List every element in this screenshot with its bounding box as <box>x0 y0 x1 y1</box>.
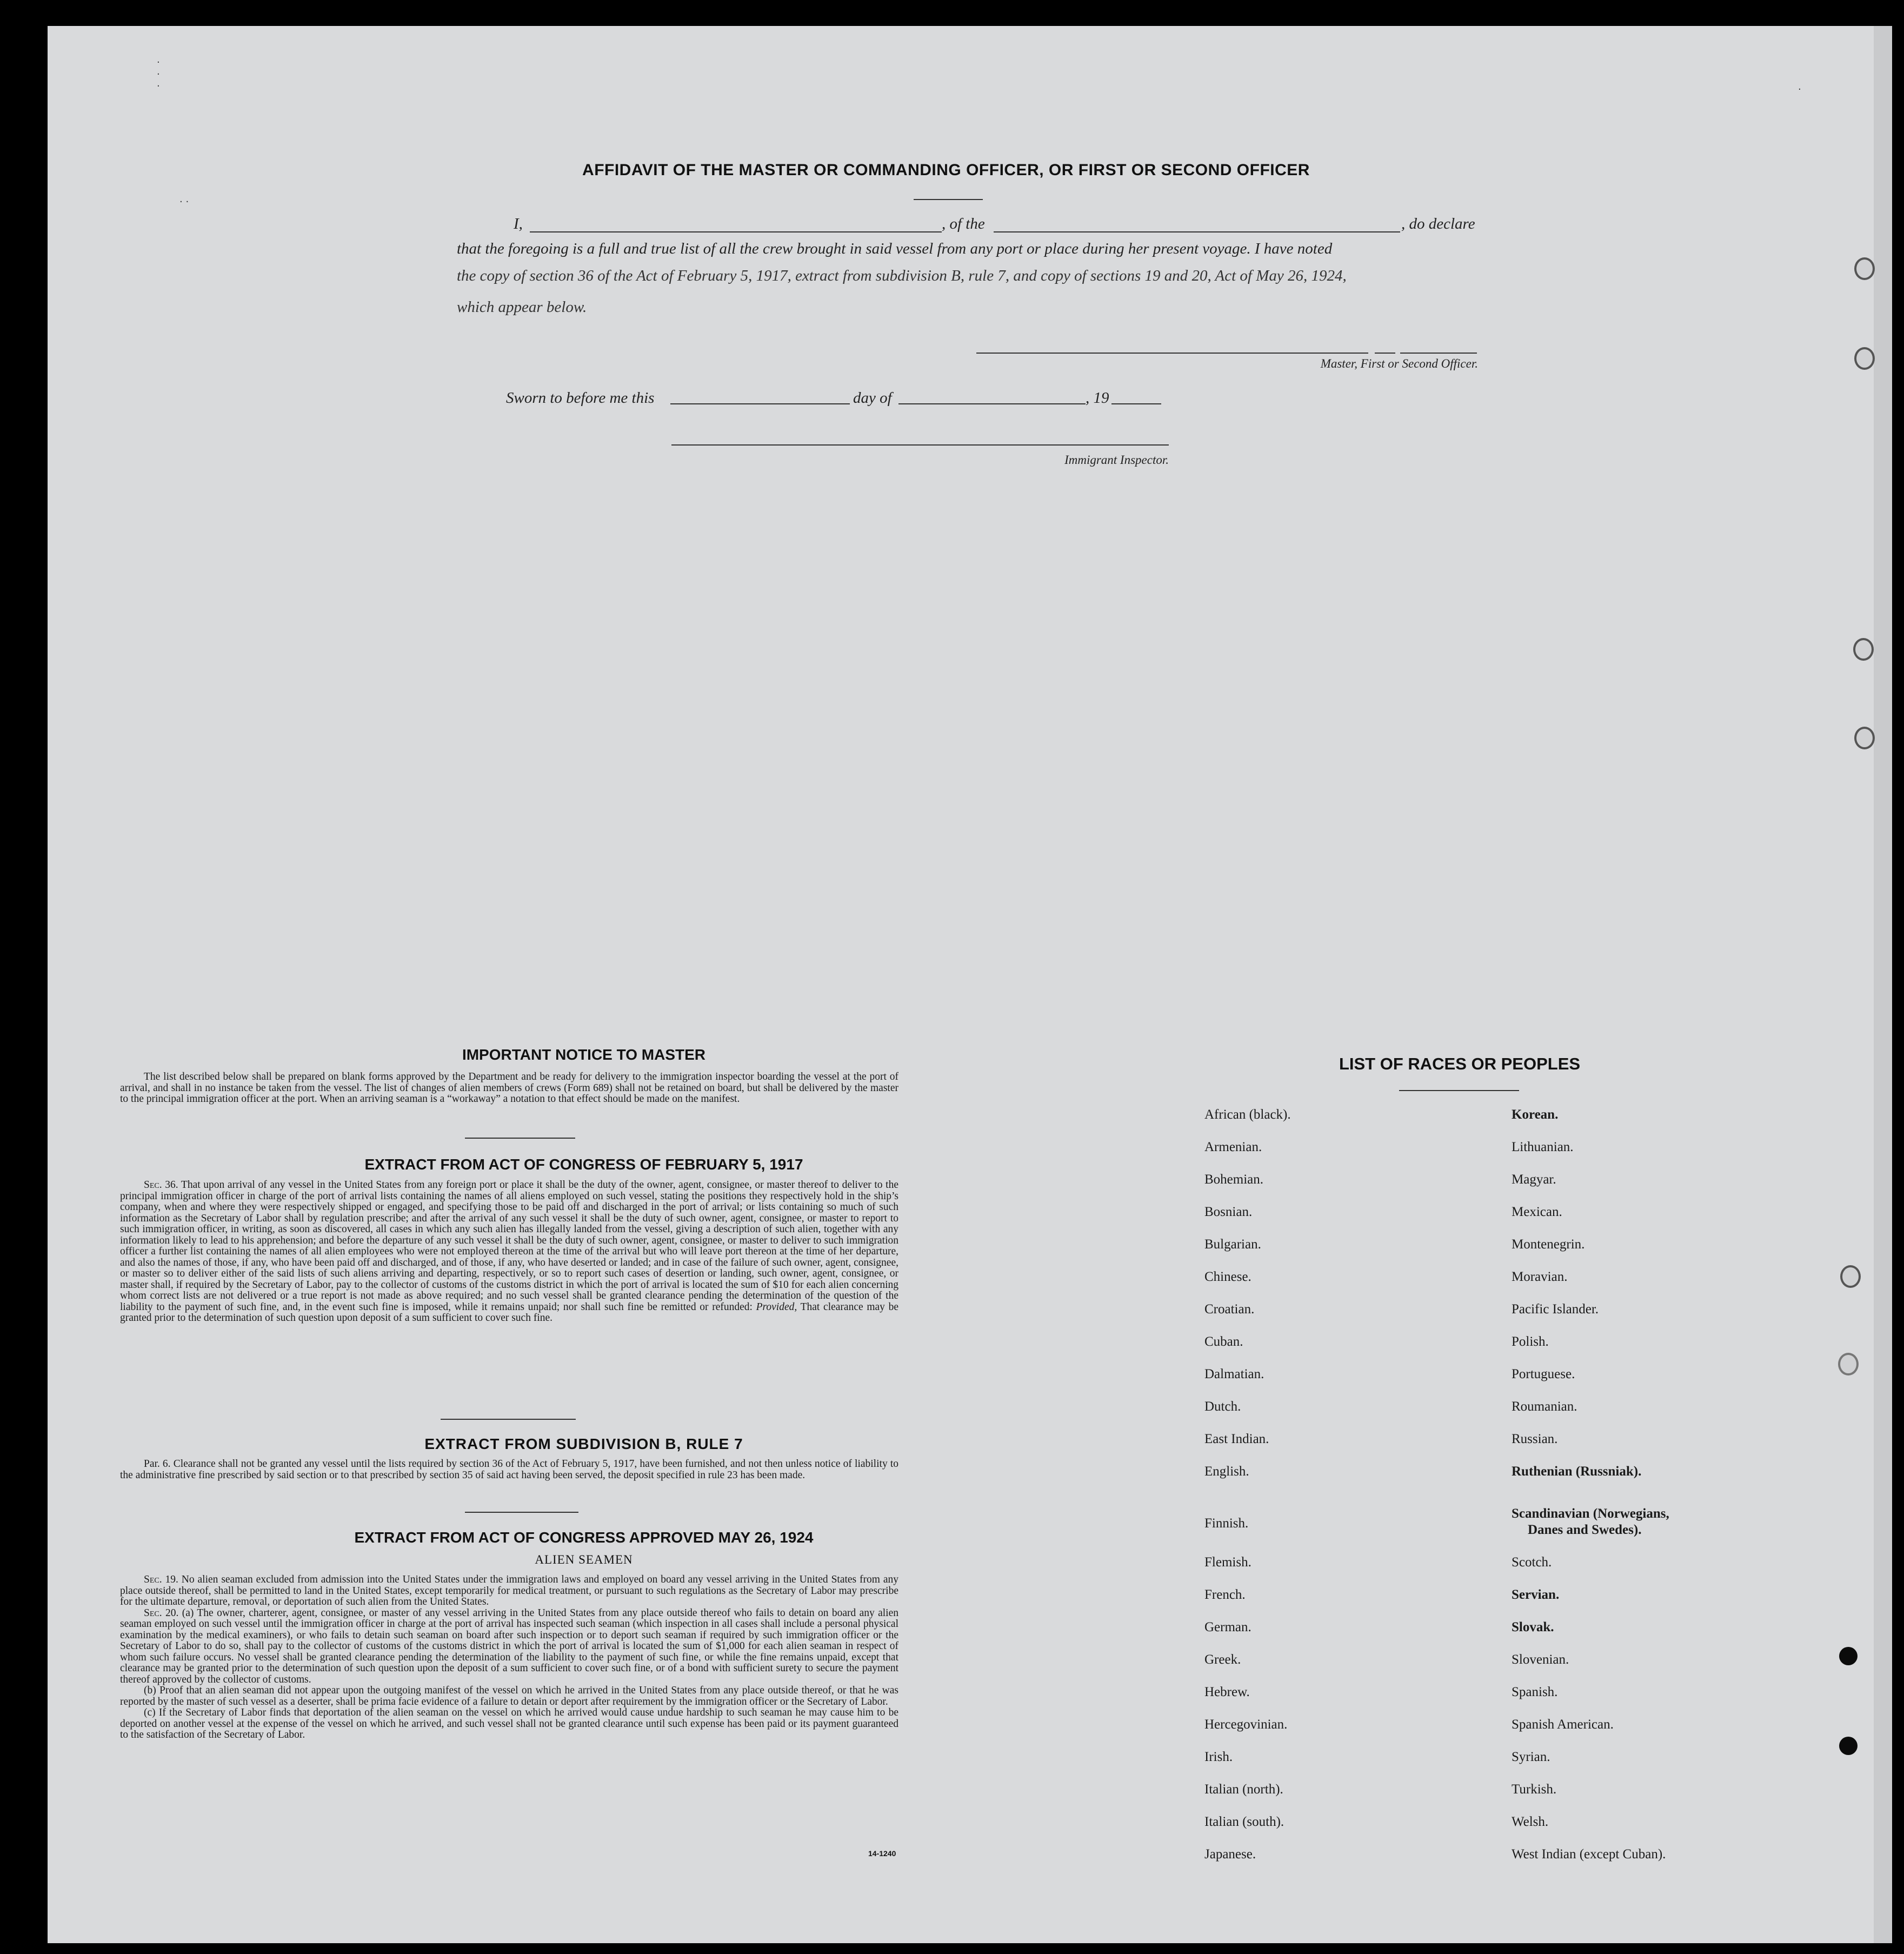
binder-dot <box>1839 1737 1858 1755</box>
month-blank <box>898 403 1086 404</box>
sec-20a-text: (a) The owner, charterer, agent, consignee, or master of any vessel arriving in the United States from any place outside thereof who fails to detain on board any alien seaman employed on such vessel until the immigration officer in charge at the port of arrival has inspected such seaman (which inspection in all cases shall include a personal physical examination by the medical examiners), or who fails to detain such seaman on board after such inspection or to deport such seaman if required by such immigration officer or the Secretary of Labor to do so, shall pay to the collector of customs of the customs district in which the port of arrival is located the sum of $1,000 for each alien seaman in respect of whom such failure occurs. No vessel shall be granted clearance pending the determination of the liability to the payment of such fine, or while the fine remains unpaid, except that clearance may be granted prior to the determination of such question upon the deposit of a sum sufficient to cover such fine, or of a bond with sufficient surety to secure the payment thereof approved by the collector of customs. <box>120 1607 899 1685</box>
race-item: Slovak. <box>1512 1620 1554 1634</box>
punch-hole <box>1854 257 1875 280</box>
race-item: Montenegrin. <box>1512 1237 1585 1252</box>
race-item: Ruthenian (Russniak). <box>1512 1464 1642 1479</box>
signature-label: Master, First or Second Officer. <box>1320 357 1478 370</box>
race-item: Dalmatian. <box>1204 1367 1264 1381</box>
affidavit-title: AFFIDAVIT OF THE MASTER OR COMMANDING OFFICER, OR FIRST OR SECOND OFFICER <box>582 161 1310 179</box>
sec-20b-text: (b) Proof that an alien seaman did not appear upon the outgoing manifest of the vessel on which he arrived in the United States from any place outside thereof, or that he was reported by the master of such vessel as a deserter, shall be prima facie evidence of a failure to detain or deport after requirement by the immigration officer or the Secretary of Labor. <box>120 1685 898 1707</box>
race-item: Armenian. <box>1204 1140 1262 1154</box>
subdivision-text <box>120 1459 898 1481</box>
race-item: Pacific Islander. <box>1512 1302 1599 1317</box>
race-item: Chinese. <box>1204 1270 1251 1284</box>
affidavit-line-4: which appear below. <box>457 298 587 316</box>
sec-36-label: Sec. 36. <box>144 1179 178 1191</box>
day-blank <box>670 403 850 404</box>
name-blank <box>530 231 942 232</box>
extract-1924-text <box>120 1574 898 1741</box>
margin-marks: . . . <box>157 54 160 89</box>
notice-paragraph: The list described below shall be prepared on blank forms approved by the Department and be ready for delivery to the immigration inspector boarding the vessel at the port of arrival, and shall in no instance be taken from the vessel. The list of changes of alien members of crews (Form 689) shall not be retained on board, but shall be delivered by the master to the principal immigration officer at the port. When an arriving seaman is a “workaway” a notation to that effect should be made on the manifest. <box>120 1071 898 1105</box>
alien-seamen-subtitle: ALIEN SEAMEN <box>535 1553 633 1566</box>
sworn-year: , 19 <box>1086 389 1109 407</box>
inspector-label: Immigrant Inspector. <box>1064 453 1169 467</box>
affidavit-line-2: that the foregoing is a full and true list of all the crew brought in said vessel from any port or place during her present voyage. I have noted <box>457 240 1333 257</box>
sec-19-label: Sec. 19. <box>144 1574 178 1585</box>
form-code: 14-1240 <box>868 1849 896 1858</box>
margin-mark: . . <box>179 194 189 205</box>
race-item: Bohemian. <box>1204 1172 1264 1187</box>
races-divider <box>1399 1090 1519 1091</box>
subdivision-divider <box>465 1512 578 1513</box>
race-item: Mexican. <box>1512 1205 1562 1219</box>
race-item: Korean. <box>1512 1107 1559 1122</box>
race-item: Cuban. <box>1204 1334 1243 1349</box>
race-item: Scandinavian (Norwegians, <box>1512 1506 1669 1521</box>
punch-hole <box>1838 1353 1859 1375</box>
margin-mark: . <box>1798 81 1801 92</box>
extract-1917-title: EXTRACT FROM ACT OF CONGRESS OF FEBRUARY 5, 1917 <box>364 1156 803 1173</box>
race-item: Welsh. <box>1512 1815 1549 1829</box>
punch-hole <box>1840 1265 1861 1288</box>
race-item: African (black). <box>1204 1107 1291 1122</box>
race-item: Italian (north). <box>1204 1782 1283 1797</box>
sheet-edge <box>1874 26 1892 1943</box>
sec-36-text: That upon arrival of any vessel in the United States from any foreign port or place it shall be the duty of the owner, agent, consignee, or master thereof to deliver to the principal immigration officer in charge of the port of arrival lists containing the names of all aliens employed on such vessel, stating the positions they respectively hold in the ship’s company, when and where they were respectively shipped or engaged, and specifying those to be paid off and discharged in the port of arrival; or lists containing so much of such information as the Secretary of Labor shall by regulation prescribe; and after the arrival of any such vessel it shall be the duty of such owner, agent, consignee, or master to report to such immigration officer, in writing, as soon as discovered, all cases in which any such alien has illegally landed from the vessel, giving a description of such alien, together with any information likely to lead to his apprehension; and before the departure of any such vessel it shall be the duty of such owner, agent, consignee, or master to deliver to such immigration officer a further list containing the names of all alien employees who were not employed thereon at the time of the arrival but who will leave port thereon at the time of her departure, and also the names of those, if any, who have been paid off and discharged, and of those, if any, who have deserted or landed; and in case of the failure of such owner, agent, consignee, or master so to deliver either of the said lists of such aliens arriving and departing, respectively, or so to report such cases of desertion or landing, such owner, agent, consignee, or master shall, if required by the Secretary of Labor, pay to the collector of customs of the customs district in which the port of arrival is located the sum of $10 for each alien concerning whom correct lists are not delivered or a true report is not made as above required; and no such vessel shall be granted clearance pending the determination of the question of the liability to the payment of such fine, and, in the event such fine is imposed, while it remains unpaid; nor shall such fine be remitted or refunded: <box>120 1179 898 1313</box>
sec-19-text: No alien seaman excluded from admission into the United States under the immigration laws and employed on board any vessel arriving in the United States from any place outside thereof, shall be permitted to land in the United States, except temporarily for medical treatment, or pursuant to such regulations as the Secretary of Labor may prescribe for the ultimate departure, removal, or deportation of such alien from the United States. <box>120 1574 898 1607</box>
race-item: Italian (south). <box>1204 1815 1284 1829</box>
race-item: Bosnian. <box>1204 1205 1253 1219</box>
race-item: English. <box>1204 1464 1249 1479</box>
race-item: Russian. <box>1512 1432 1558 1446</box>
race-item: Japanese. <box>1204 1847 1256 1862</box>
race-item: Slovenian. <box>1512 1652 1569 1667</box>
par-6-text: Par. 6. Clearance shall not be granted any vessel until the lists required by section 36 of the Act of February 5, 1917, have been furnished, and not then unless notice of liability to the administrative fine prescribed by said section or to that prescribed by section 35 of said act having been served, the deposit specified in rule 23 has been made. <box>120 1458 898 1481</box>
races-title: LIST OF RACES OR PEOPLES <box>1339 1054 1581 1073</box>
sec-20-label: Sec. 20. <box>144 1607 179 1619</box>
race-item: Moravian. <box>1512 1270 1568 1284</box>
race-item: French. <box>1204 1587 1246 1602</box>
vessel-blank <box>994 231 1400 232</box>
signature-line <box>976 353 1368 354</box>
signature-line-c <box>1400 353 1477 354</box>
race-item: Servian. <box>1512 1587 1560 1602</box>
race-item: German. <box>1204 1620 1251 1634</box>
punch-hole <box>1853 638 1874 661</box>
race-item: Spanish. <box>1512 1685 1558 1699</box>
race-item: Scotch. <box>1512 1555 1552 1570</box>
extract-1917-divider <box>441 1419 576 1420</box>
binder-dot <box>1839 1647 1858 1665</box>
affidavit-of: , of the <box>942 215 985 232</box>
notice-title: IMPORTANT NOTICE TO MASTER <box>462 1046 706 1063</box>
race-item: Hebrew. <box>1204 1685 1250 1699</box>
title-divider <box>914 199 983 200</box>
affidavit-i: I, <box>514 215 523 232</box>
race-item: West Indian (except Cuban). <box>1512 1847 1666 1862</box>
race-item: Magyar. <box>1512 1172 1556 1187</box>
race-item: Syrian. <box>1512 1750 1550 1764</box>
extract-1924-title: EXTRACT FROM ACT OF CONGRESS APPROVED MAY 26, 1924 <box>354 1529 814 1546</box>
race-item: Flemish. <box>1204 1555 1251 1570</box>
notice-text <box>120 1072 898 1105</box>
punch-hole <box>1854 347 1875 370</box>
affidavit-line-3: the copy of section 36 of the Act of February 5, 1917, extract from subdivision B, rule 7, and copy of sections 19 and 20, Act of May 26, 1924, <box>457 267 1347 284</box>
race-item: Turkish. <box>1512 1782 1557 1797</box>
inspector-line <box>671 444 1169 446</box>
race-item: Finnish. <box>1204 1516 1249 1531</box>
race-item: Croatian. <box>1204 1302 1255 1317</box>
sec-36-text-end: That clearance may be granted prior to the determination of such question upon deposit of a sum sufficient to cover such fine. <box>120 1301 898 1324</box>
sec-20c-text: (c) If the Secretary of Labor finds that deportation of the alien seaman on the vessel on which he arrived would cause undue hardship to such seaman he may cause him to be deported on another vessel at the expense of the vessel on which he arrived, and such vessel shall not be granted clearance until such expense has been paid or its payment guaranteed to the satisfaction of the Secretary of Labor. <box>120 1707 898 1740</box>
notice-divider <box>465 1138 575 1139</box>
affidavit-declare: , do declare <box>1401 215 1475 232</box>
race-item-continuation: Danes and Swedes). <box>1528 1523 1642 1537</box>
race-item: Roumanian. <box>1512 1399 1577 1414</box>
race-item: Lithuanian. <box>1512 1140 1574 1154</box>
punch-hole <box>1854 727 1875 749</box>
sworn-prefix: Sworn to before me this <box>506 389 655 407</box>
extract-1917-text <box>120 1180 898 1324</box>
race-item: Irish. <box>1204 1750 1233 1764</box>
race-item: Polish. <box>1512 1334 1549 1349</box>
race-item: Bulgarian. <box>1204 1237 1261 1252</box>
year-blank <box>1111 403 1161 404</box>
race-item: East Indian. <box>1204 1432 1269 1446</box>
race-item: Portuguese. <box>1512 1367 1575 1381</box>
race-item: Hercegovinian. <box>1204 1717 1288 1732</box>
race-item: Greek. <box>1204 1652 1241 1667</box>
signature-line-b <box>1375 353 1395 354</box>
race-item: Spanish American. <box>1512 1717 1614 1732</box>
race-item: Dutch. <box>1204 1399 1241 1414</box>
sworn-day: day of <box>853 389 892 407</box>
provided-label: Provided, <box>756 1301 797 1313</box>
subdivision-title: EXTRACT FROM SUBDIVISION B, RULE 7 <box>424 1435 743 1452</box>
